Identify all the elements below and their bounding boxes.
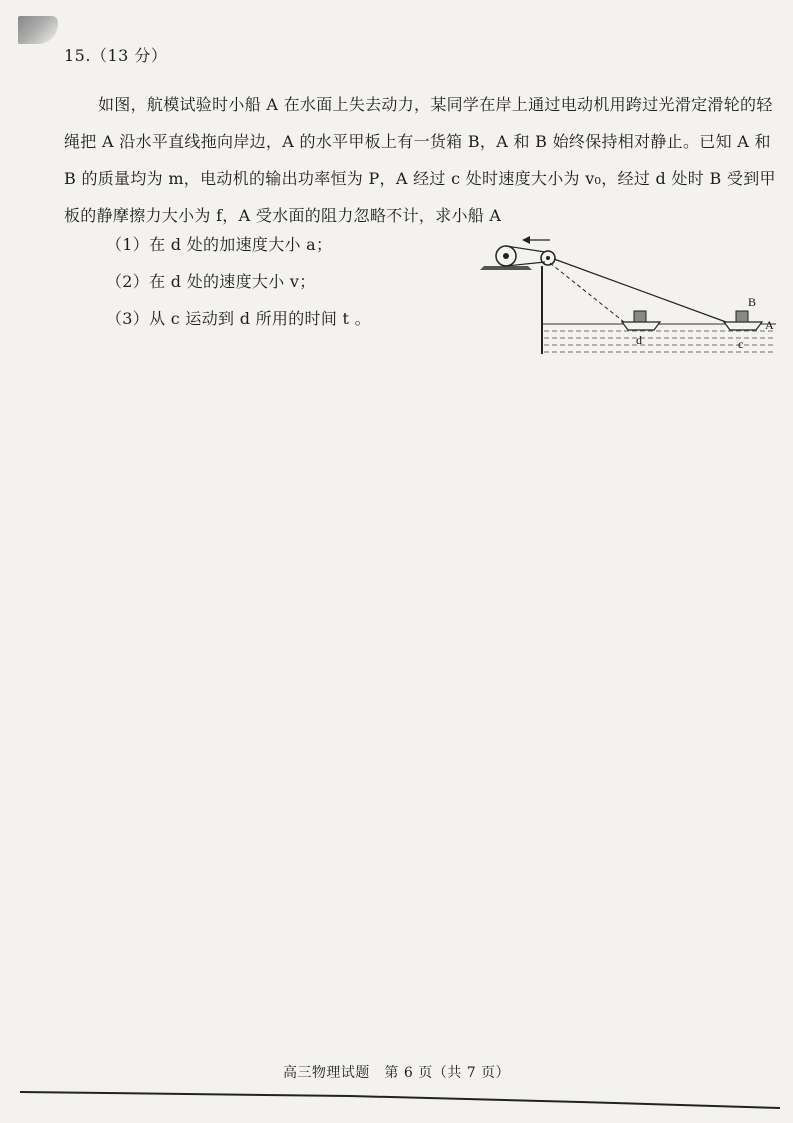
- question-number: 15.（13 分）: [64, 46, 168, 65]
- boat-at-c: [724, 322, 762, 330]
- question-paragraph: [64, 86, 784, 234]
- boat-at-d: [622, 322, 660, 330]
- label-d: d: [636, 333, 642, 347]
- sub-question-1: （1）在 d 处的加速度大小 a；: [106, 235, 333, 254]
- scan-corner-mark: [18, 16, 58, 44]
- label-c: c: [738, 337, 744, 351]
- pulley-boat-diagram: [478, 236, 778, 360]
- scan-bottom-line: [20, 1090, 780, 1110]
- label-A: A: [765, 318, 774, 332]
- cargo-box-at-d: [634, 311, 646, 322]
- page-footer: 高三物理试题 第 6 页（共 7 页）: [282, 1065, 511, 1081]
- rope-to-d: [550, 263, 624, 322]
- motor-axle: [503, 253, 509, 259]
- sub-question-2: （2）在 d 处的速度大小 v；: [106, 272, 316, 291]
- label-B: B: [748, 295, 757, 309]
- cargo-box-at-c: [736, 311, 748, 322]
- sub-question-3: （3）从 c 运动到 d 所用的时间 t 。: [106, 309, 371, 328]
- question-paragraph-text: 如图，航模试验时小船 A 在水面上失去动力，某同学在岸上通过电动机用跨过光滑定滑轮的轻绳把 A 沿水平直线拖向岸边，A 的水平甲板上有一货箱 B，A 和 B 始终保持相对静止。已知 A 和 B 的质量均为 m，电动机的输出功率恒为 P，A 经过 c 处时速度大小为 v₀，经过 d 处时 B 受到甲板的静摩擦力大小为 f，A 受水面的阻力忽略不计，求小船 A: [64, 95, 777, 225]
